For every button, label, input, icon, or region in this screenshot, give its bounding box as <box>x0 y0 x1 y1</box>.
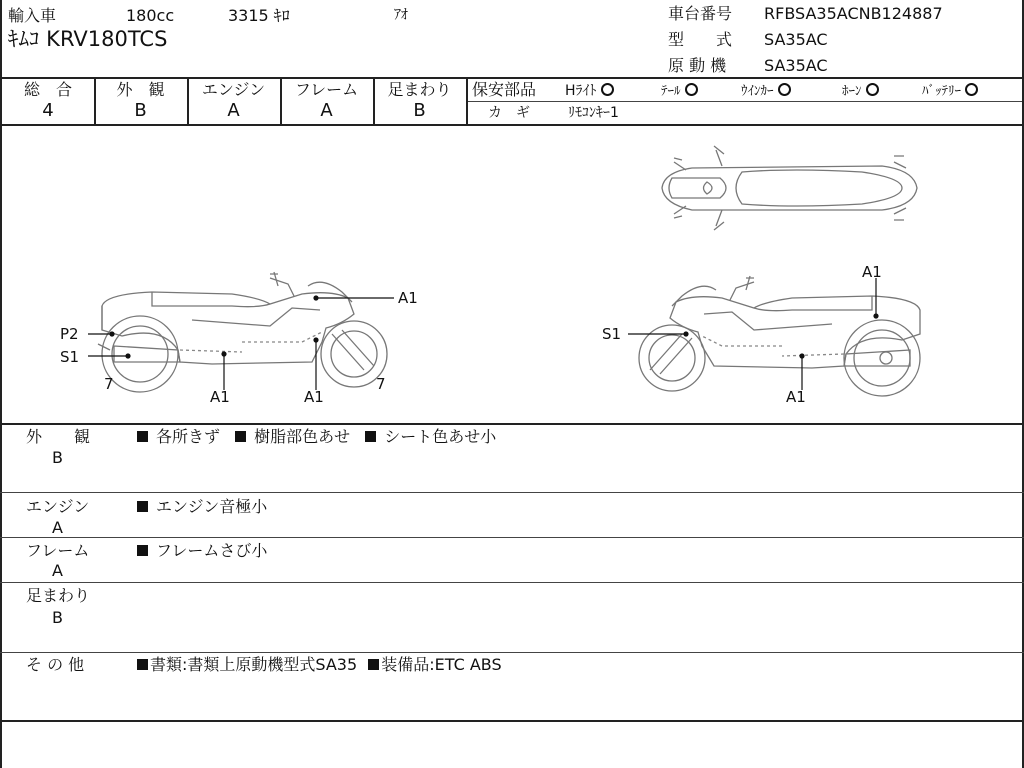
marker-label: A1 <box>786 388 806 406</box>
note: 樹脂部色あせ <box>254 427 351 446</box>
grade-cell-suspension <box>373 81 466 123</box>
chassis-label: 車台番号 <box>668 4 733 23</box>
safety-item-horn <box>842 83 879 98</box>
grade-cell-engine <box>187 81 280 123</box>
section-grade: B <box>52 608 63 627</box>
safety-item-label: ﾎｰﾝ <box>842 84 862 99</box>
rule <box>0 537 1024 538</box>
grade-label: 総 合 <box>23 80 72 99</box>
marker-label: S1 <box>60 348 80 366</box>
type-label: 型 式 <box>668 30 733 49</box>
key-value: ﾘﾓｺﾝｷｰ1 <box>568 105 619 121</box>
bullet-icon <box>137 545 148 556</box>
rule <box>0 582 1024 583</box>
grade-value: A <box>320 100 333 121</box>
grade-cell-frame <box>280 81 373 123</box>
bullet-icon <box>137 659 148 670</box>
scooter-right-view <box>639 276 920 396</box>
grade-value: B <box>134 100 147 121</box>
note: フレームさび小 <box>156 541 268 560</box>
ok-mark-icon <box>685 83 698 96</box>
ok-mark-icon <box>965 83 978 96</box>
note: 各所きず <box>156 427 221 446</box>
section-notes <box>137 543 267 559</box>
safety-item-label: Hﾗｲﾄ <box>565 83 597 99</box>
section-label: 足まわり <box>26 586 91 605</box>
bullet-icon <box>137 501 148 512</box>
safety-item-label: ﾊﾞｯﾃﾘｰ <box>922 84 961 99</box>
section-grade: B <box>52 448 63 467</box>
grade-label: エンジン <box>201 80 266 99</box>
scooter-diagram <box>2 126 1022 423</box>
grade-value: B <box>413 100 426 121</box>
grade-value: 4 <box>42 100 54 121</box>
type-value: SA35AC <box>764 30 828 49</box>
import-label: 輸入車 <box>8 6 57 25</box>
marker-label: 7 <box>104 375 114 393</box>
marker-label: A1 <box>210 388 230 406</box>
ok-mark-icon <box>778 83 791 96</box>
marker-label: S1 <box>602 325 622 343</box>
rule <box>0 492 1024 493</box>
section-grade: A <box>52 561 63 580</box>
safety-label: 保安部品 <box>472 80 537 99</box>
bullet-icon <box>137 431 148 442</box>
engine-model-label: 原 動 機 <box>668 56 727 75</box>
bullet-icon <box>368 659 379 670</box>
note: エンジン音極小 <box>156 497 268 516</box>
section-label: フレーム <box>26 541 90 560</box>
section-label: 外 観 <box>26 427 91 446</box>
safety-item-label: ﾃｰﾙ <box>661 84 681 99</box>
section-notes <box>137 657 502 673</box>
grade-cell-exterior <box>94 81 187 123</box>
note: 装備品:ETC ABS <box>381 655 502 674</box>
section-notes <box>137 499 267 515</box>
scooter-left-view <box>98 272 387 392</box>
engine-model-value: SA35AC <box>764 56 828 75</box>
safety-item-tail <box>661 83 698 98</box>
mileage: 3315 ｷﾛ <box>228 6 290 25</box>
section-notes <box>137 429 496 445</box>
rule <box>0 720 1024 722</box>
displacement: 180cc <box>126 6 175 25</box>
section-label: そ の 他 <box>26 655 85 674</box>
rule <box>0 652 1024 653</box>
note: シート色あせ小 <box>384 427 497 446</box>
scooter-top-view <box>662 146 917 230</box>
safety-item-headlight <box>565 83 614 98</box>
marker-label: 7 <box>376 375 386 393</box>
marker-label: A1 <box>304 388 324 406</box>
divider <box>466 78 468 125</box>
section-grade: A <box>52 518 63 537</box>
marker-label: P2 <box>60 325 79 343</box>
marker-label: A1 <box>398 289 418 307</box>
grade-cell-total <box>2 81 94 123</box>
ok-mark-icon <box>866 83 879 96</box>
body-color: ｱｵ <box>394 7 408 23</box>
bullet-icon <box>235 431 246 442</box>
bullet-icon <box>365 431 376 442</box>
safety-item-battery <box>922 83 978 98</box>
rule <box>466 101 1022 102</box>
ok-mark-icon <box>601 83 614 96</box>
rule <box>0 77 1024 79</box>
grade-label: 足まわり <box>387 80 452 99</box>
rule <box>0 423 1024 425</box>
section-label: エンジン <box>26 497 90 516</box>
key-label: カ ギ <box>488 105 530 121</box>
condition-diagram <box>2 126 1022 423</box>
chassis-number: RFBSA35ACNB124887 <box>764 4 943 23</box>
safety-item-label: ｳｲﾝｶｰ <box>741 84 774 99</box>
grade-label: 外 観 <box>116 80 165 99</box>
grade-label: フレーム <box>294 80 359 99</box>
note: 書類:書類上原動機型式SA35 <box>150 655 358 674</box>
marker-label: A1 <box>862 263 882 281</box>
model-name: ｷﾑｺ KRV180TCS <box>8 27 168 51</box>
grade-value: A <box>227 100 240 121</box>
safety-item-winker <box>741 83 791 98</box>
